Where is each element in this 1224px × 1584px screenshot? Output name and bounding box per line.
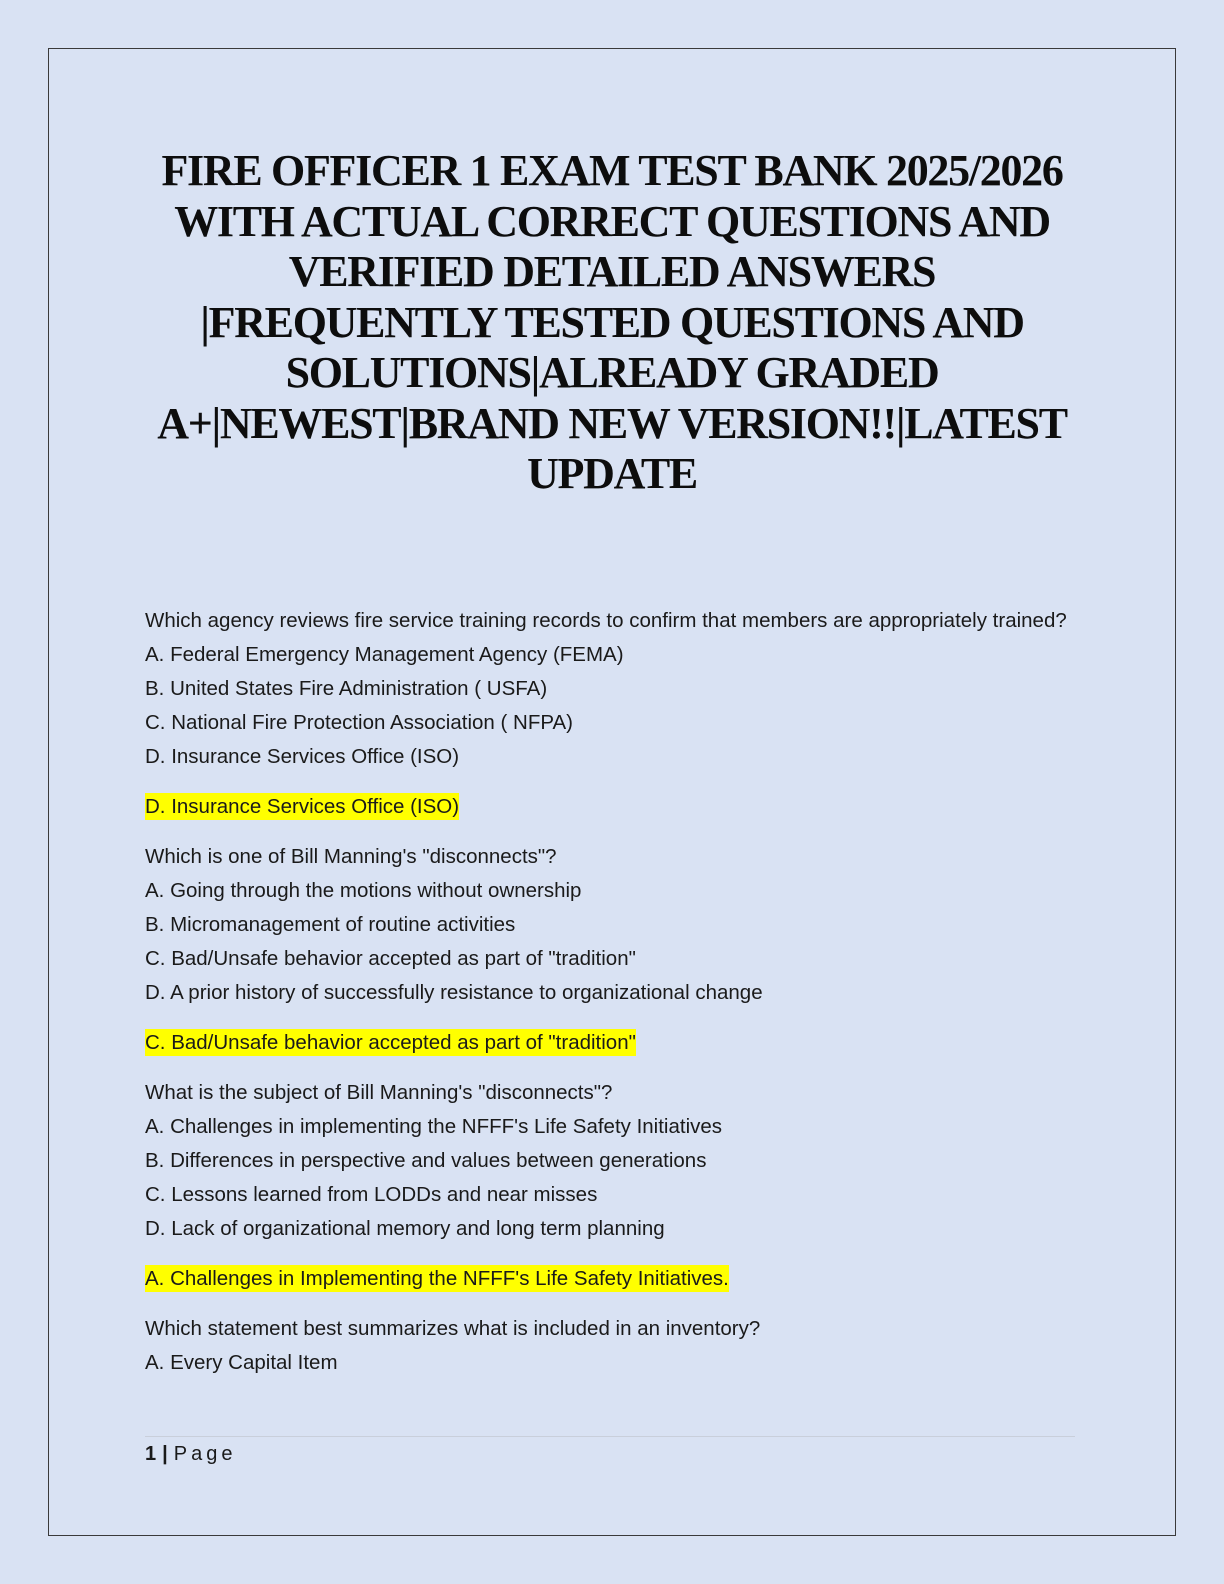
question-text: Which statement best summarizes what is included in an inventory? xyxy=(145,1317,761,1340)
option-d: D. A prior history of successfully resistance to organizational change xyxy=(145,981,763,1004)
question-text: What is the subject of Bill Manning's "disconnects"? xyxy=(145,1081,613,1104)
question-text: Which agency reviews fire service training records to confirm that members are appropriately trained? xyxy=(145,609,1067,632)
answer-text: D. Insurance Services Office (ISO) xyxy=(145,795,460,818)
document-title: FIRE OFFICER 1 EXAM TEST BANK 2025/2026 WITH ACTUAL CORRECT QUESTIONS AND VERIFIED DETAILED ANSWERS |FREQUENTLY TESTED QUESTIONS AND SOLUTIONS|ALREADY GRADED A+|NEWEST|BRAND NEW VERSION!!|LATEST UPDATE xyxy=(157,146,1067,498)
option-a: A. Federal Emergency Management Agency (FEMA) xyxy=(145,643,624,666)
option-d: D. Insurance Services Office (ISO) xyxy=(145,745,460,768)
option-d: D. Lack of organizational memory and long term planning xyxy=(145,1217,665,1240)
highlighted-answer xyxy=(145,1262,1085,1296)
option-b: B. Differences in perspective and values between generations xyxy=(145,1149,707,1172)
option-c: C. Lessons learned from LODDs and near misses xyxy=(145,1183,598,1206)
question-1 xyxy=(145,604,1085,824)
question-list xyxy=(145,604,1085,1380)
footer-separator: | xyxy=(162,1443,168,1465)
question-text: Which is one of Bill Manning's "disconnects"? xyxy=(145,845,557,868)
question-2 xyxy=(145,840,1085,1060)
page-label: Page xyxy=(173,1443,237,1465)
option-c: C. Bad/Unsafe behavior accepted as part of "tradition" xyxy=(145,947,636,970)
option-b: B. United States Fire Administration ( USFA) xyxy=(145,677,548,700)
option-c: C. National Fire Protection Association ( NFPA) xyxy=(145,711,573,734)
option-b: B. Micromanagement of routine activities xyxy=(145,913,516,936)
answer-text: A. Challenges in Implementing the NFFF's Life Safety Initiatives. xyxy=(145,1267,729,1290)
question-4 xyxy=(145,1312,1085,1380)
page-number: 1 xyxy=(145,1443,157,1465)
option-a: A. Every Capital Item xyxy=(145,1351,338,1374)
highlighted-answer xyxy=(145,790,1085,824)
answer-text: C. Bad/Unsafe behavior accepted as part of "tradition" xyxy=(145,1031,636,1054)
option-a: A. Challenges in implementing the NFFF's Life Safety Initiatives xyxy=(145,1115,723,1138)
option-a: A. Going through the motions without ownership xyxy=(145,879,582,902)
highlighted-answer xyxy=(145,1026,1085,1060)
page-footer xyxy=(145,1440,236,1468)
footer-divider xyxy=(145,1436,1075,1437)
question-3 xyxy=(145,1076,1085,1296)
